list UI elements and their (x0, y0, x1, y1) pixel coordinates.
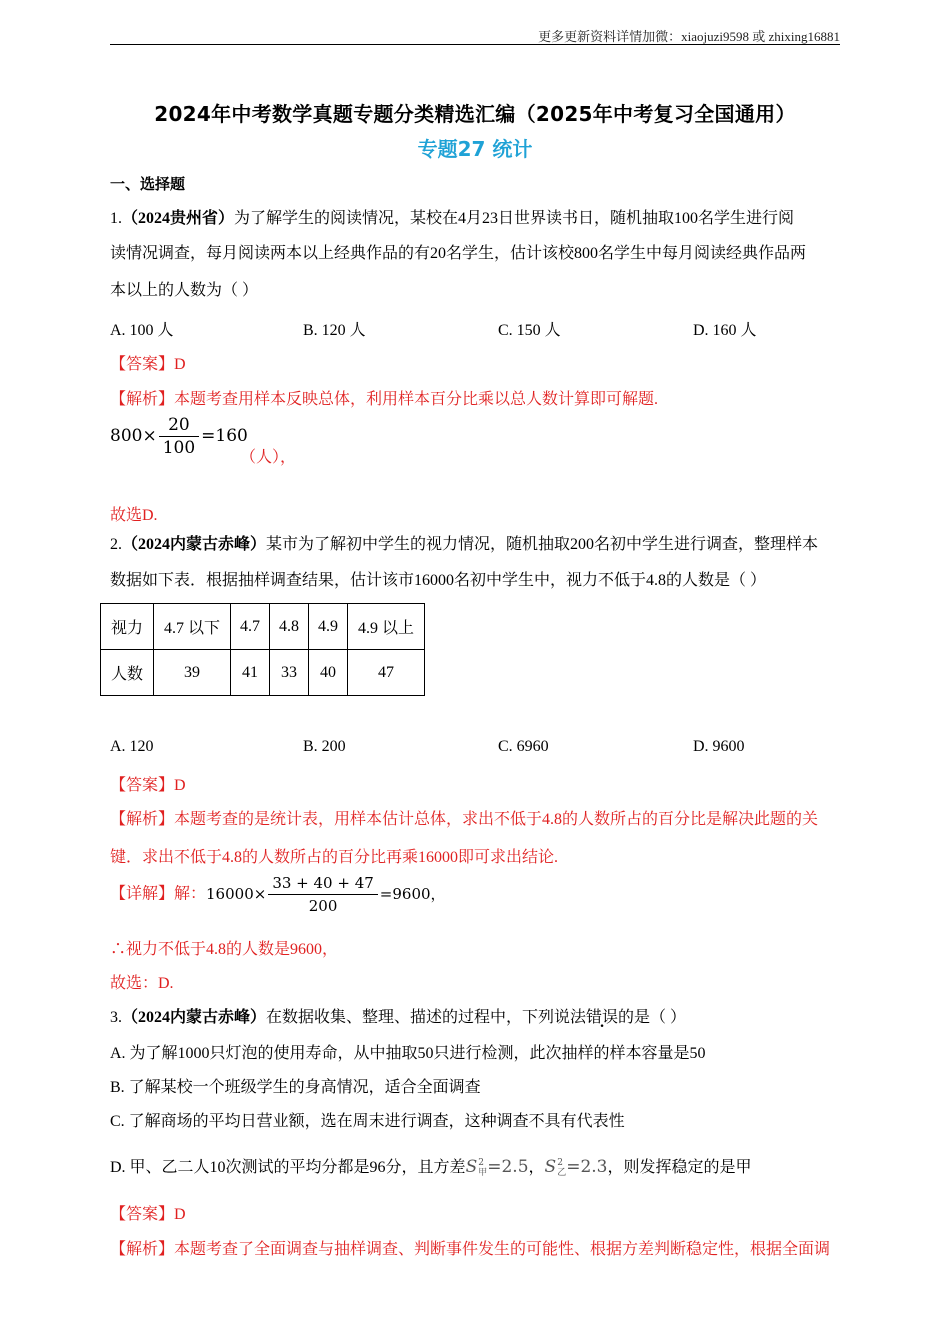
header-note: 更多更新资料详情加微：xiaojuzi9598 或 zhixing16881 (538, 29, 840, 44)
variance-symbol: S (465, 1157, 478, 1177)
q1-line1 (110, 202, 794, 236)
q3-option-b: B. 了解某校一个班级学生的身高情况，适合全面调查 (110, 1079, 481, 1096)
table-row (101, 650, 425, 696)
q2-stem-1: 某市为了解初中学生的视力情况，随机抽取200名初中学生进行调查，整理样本 (266, 536, 819, 553)
q1-number: 1. (110, 210, 122, 227)
q1-stem-1: 为了解学生的阅读情况，某校在4月23日世界读书日，随机抽取100名学生进行阅 (234, 210, 795, 227)
q2-option-a: A. 120 (110, 738, 154, 755)
q3-source: （2024内蒙古赤峰） (122, 1009, 267, 1026)
q3-stem (110, 1004, 686, 1027)
q1-option-a: A. 100 人 (110, 322, 174, 339)
q3-variance-jia (466, 1157, 529, 1177)
variance-value-jia: =2.5 (487, 1157, 529, 1177)
table-row (101, 604, 425, 650)
q1-analysis: 【解析】本题考查用样本反映总体，利用样本百分比乘以总人数计算即可解题. (110, 391, 659, 408)
table-cell: 40 (309, 650, 348, 696)
q2-fraction (268, 872, 377, 917)
q1-calc-unit: （人）， (240, 449, 297, 466)
table-cell: 47 (348, 650, 425, 696)
table-cell: 39 (154, 650, 231, 696)
q2-line1 (110, 528, 818, 562)
variance-symbol: S (544, 1157, 557, 1177)
q1-frac-den: 100 (162, 438, 196, 458)
variance-sub-jia: 甲 (478, 1167, 488, 1178)
table-cell: 4.7 (231, 604, 270, 650)
table-cell: 4.8 (270, 604, 309, 650)
q2-answer: 【答案】D (110, 777, 186, 794)
table-cell: 人数 (101, 650, 154, 696)
q2-frac-den: 200 (308, 897, 338, 915)
section-title: 一、选择题 (110, 175, 186, 193)
q3-option-d-text: D. 甲、乙二人10次测试的平均分都是96分，且方差 (110, 1159, 466, 1176)
q2-line2: 数据如下表．根据抽样调查结果，估计该市16000名初中学生中，视力不低于4.8的人数是（ ） (110, 572, 767, 589)
q3-option-d (110, 1154, 752, 1178)
variance-sub-yi: 乙 (557, 1167, 567, 1178)
q2-therefore: ∴视力不低于4.8的人数是9600， (110, 941, 339, 958)
q1-option-c: C. 150 人 (498, 322, 561, 339)
q2-detail-label: 【详解】解： (110, 885, 207, 903)
table-cell: 33 (270, 650, 309, 696)
q2-number: 2. (110, 536, 122, 553)
q2-source: （2024内蒙古赤峰） (122, 536, 267, 553)
q1-calc-right: =160 (201, 426, 248, 446)
q1-fraction (159, 414, 199, 459)
q1-line2: 读情况调查，每月阅读两本以上经典作品的有20名学生，估计该校800名学生中每月阅读经典作品两 (110, 245, 807, 262)
vision-table (100, 603, 425, 696)
q2-conclusion: 故选：D. (110, 975, 174, 992)
q1-calc-left: 800× (110, 426, 157, 446)
table-cell: 4.9 (309, 604, 348, 650)
q3-variance-yi (545, 1157, 608, 1177)
variance-sup: 2 (557, 1157, 563, 1168)
q1-option-d: D. 160 人 (693, 322, 757, 339)
q2-calc-right: =9600， (379, 884, 446, 903)
page-subtitle: 专题27 统计 (417, 137, 533, 161)
q1-line3: 本以上的人数为（ ） (110, 282, 259, 299)
q3-number: 3. (110, 1009, 122, 1026)
q3-stem-emphasis: 错误 (586, 1009, 619, 1026)
q1-calculation (110, 414, 248, 459)
q1-frac-num: 20 (159, 414, 199, 437)
q1-answer: 【答案】D (110, 356, 186, 373)
table-cell: 4.9 以上 (348, 604, 425, 650)
variance-sup: 2 (478, 1157, 484, 1168)
header-divider (110, 44, 840, 45)
q2-calc-left: 16000× (206, 884, 267, 903)
q2-analysis-2: 键．求出不低于4.8的人数所占的百分比再乘16000即可求出结论. (110, 849, 559, 866)
q2-frac-num: 33 + 40 + 47 (268, 872, 377, 895)
variance-value-yi: =2.3 (566, 1157, 608, 1177)
page-title: 2024年中考数学真题专题分类精选汇编（2025年中考复习全国通用） (154, 102, 796, 126)
q2-option-c: C. 6960 (498, 738, 549, 755)
q3-comma: ， (528, 1159, 545, 1176)
q3-stem-b: 的是（ ） (618, 1009, 687, 1026)
q3-answer: 【答案】D (110, 1206, 186, 1223)
q2-option-b: B. 200 (303, 738, 346, 755)
q3-option-a: A. 为了解1000只灯泡的使用寿命，从中抽取50只进行检测，此次抽样的样本容量是50 (110, 1045, 706, 1062)
q2-detail (110, 872, 446, 917)
q3-stem-a: 在数据收集、整理、描述的过程中，下列说法 (266, 1009, 587, 1026)
q1-conclusion: 故选D. (110, 507, 158, 524)
q1-source: （2024贵州省） (122, 210, 235, 227)
q2-analysis-1: 【解析】本题考查的是统计表，用样本估计总体，求出不低于4.8的人数所占的百分比是解决此题的关 (110, 811, 819, 828)
q3-option-c: C. 了解商场的平均日营业额，选在周末进行调查，这种调查不具有代表性 (110, 1113, 625, 1130)
q3-analysis: 【解析】本题考查了全面调查与抽样调查、判断事件发生的可能性、根据方差判断稳定性，根据全面调 (110, 1241, 831, 1258)
q3-option-d-tail: ，则发挥稳定的是甲 (607, 1159, 752, 1176)
table-cell: 视力 (101, 604, 154, 650)
table-cell: 4.7 以下 (154, 604, 231, 650)
q1-option-b: B. 120 人 (303, 322, 366, 339)
table-cell: 41 (231, 650, 270, 696)
q2-option-d: D. 9600 (693, 738, 745, 755)
